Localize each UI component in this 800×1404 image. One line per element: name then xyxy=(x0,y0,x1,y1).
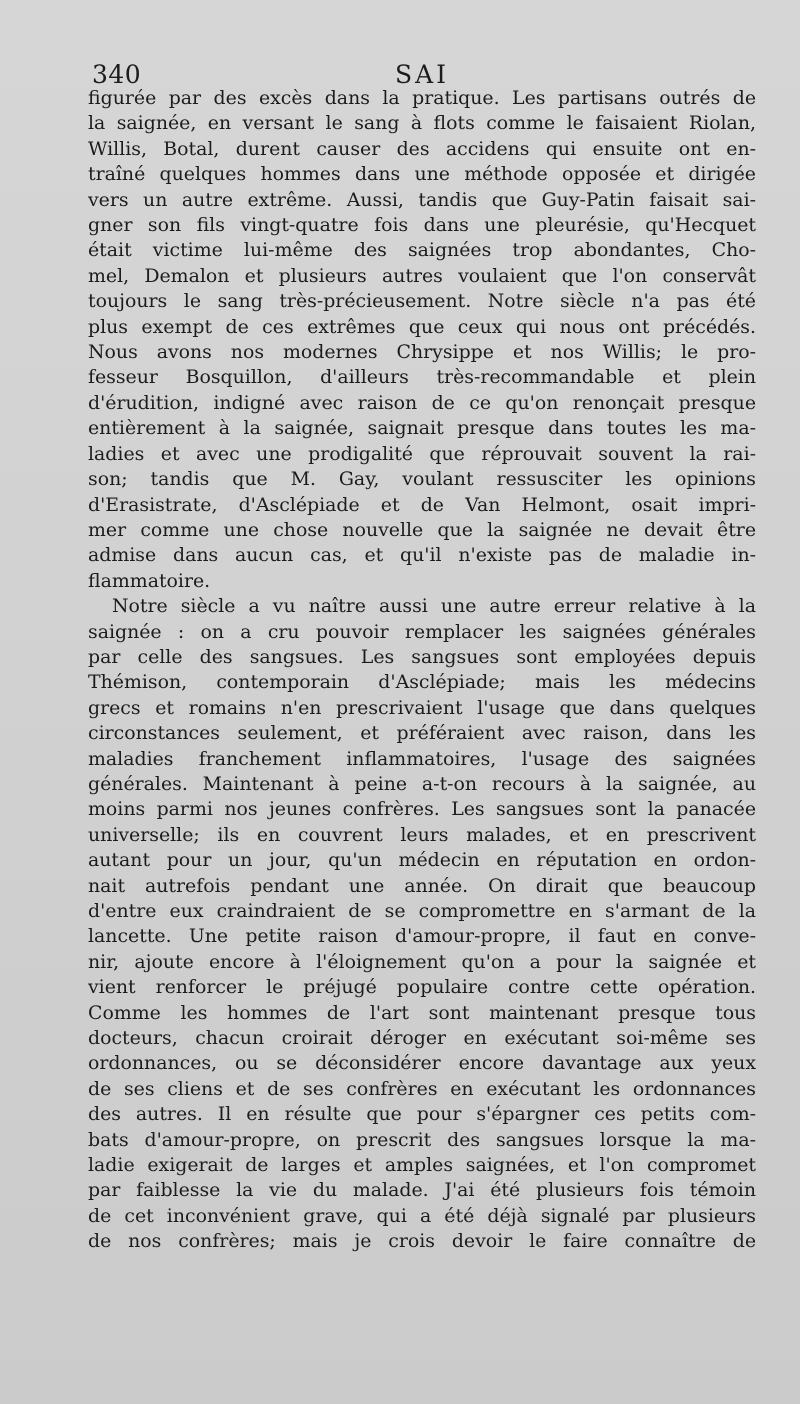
text-line: flammatoire. xyxy=(88,569,211,592)
text-line: par faiblesse la vie du malade. J'ai été plusieurs fois témoin xyxy=(88,1179,756,1202)
text-line: gner son fils vingt-quatre fois dans une pleurésie, qu'Hecquet xyxy=(88,214,756,237)
text-line: autant pour un jour, qu'un médecin en réputation en ordon- xyxy=(88,849,756,872)
text-line: lancette. Une petite raison d'amour-propre, il faut en conve- xyxy=(88,925,756,948)
text-line: nait autrefois pendant une année. On dirait que beaucoup xyxy=(88,874,756,897)
text-line: ordonnances, ou se déconsidérer encore davantage aux yeux xyxy=(88,1052,756,1075)
text-line: d'érudition, indigné avec raison de ce qu'on renonçait presque xyxy=(88,391,756,414)
text-line: d'Erasistrate, d'Asclépiade et de Van Helmont, osait impri- xyxy=(88,493,756,516)
text-line: saignée : on a cru pouvoir remplacer les saignées générales xyxy=(88,620,756,643)
text-line: ladie exigerait de larges et amples saignées, et l'on compromet xyxy=(88,1154,756,1177)
text-line: des autres. Il en résulte que pour s'épargner ces petits com- xyxy=(88,1103,756,1126)
text-line: fesseur Bosquillon, d'ailleurs très-recommandable et plein xyxy=(88,366,756,389)
text-line: grecs et romains n'en prescrivaient l'usage que dans quelques xyxy=(88,696,756,719)
text-line: générales. Maintenant à peine a-t-on recours à la saignée, au xyxy=(88,772,756,795)
text-line: Willis, Botal, durent causer des accidens qui ensuite ont en- xyxy=(88,137,756,160)
page-number: 340 xyxy=(92,60,142,89)
text-line: était victime lui-même des saignées trop abondantes, Cho- xyxy=(88,239,756,262)
text-line: vient renforcer le préjugé populaire contre cette opération. xyxy=(88,976,756,999)
text-line: Nous avons nos modernes Chrysippe et nos Willis; le pro- xyxy=(88,341,756,364)
body-text xyxy=(88,86,756,1255)
text-line: Notre siècle a vu naître aussi une autre erreur relative à la xyxy=(112,595,756,618)
text-line: universelle; ils en couvrent leurs malades, et en prescrivent xyxy=(88,823,756,846)
text-line: Thémison, contemporain d'Asclépiade; mais les médecins xyxy=(88,671,756,694)
text-line: la saignée, en versant le sang à flots comme le faisaient Riolan, xyxy=(88,112,756,135)
text-line: son; tandis que M. Gay, voulant ressusciter les opinions xyxy=(88,468,756,491)
text-line: de ses cliens et de ses confrères en exécutant les ordonnances xyxy=(88,1077,756,1100)
text-line: entièrement à la saignée, saignait presque dans toutes les ma- xyxy=(88,417,756,440)
text-line: mel, Demalon et plusieurs autres voulaient que l'on conservât xyxy=(88,264,756,287)
text-line: bats d'amour-propre, on prescrit des sangsues lorsque la ma- xyxy=(88,1128,756,1151)
text-line: de cet inconvénient grave, qui a été déjà signalé par plusieurs xyxy=(88,1204,756,1227)
text-line: par celle des sangsues. Les sangsues sont employées depuis xyxy=(88,645,756,668)
paragraph-2 xyxy=(88,594,756,1255)
text-line: toujours le sang très-précieusement. Notre siècle n'a pas été xyxy=(88,290,756,313)
text-line: nir, ajoute encore à l'éloignement qu'on a pour la saignée et xyxy=(88,950,756,973)
text-line: maladies franchement inflammatoires, l'usage des saignées xyxy=(88,747,756,770)
running-head: SAI xyxy=(394,60,450,89)
text-line: plus exempt de ces extrêmes que ceux qui nous ont précédés. xyxy=(88,315,756,338)
text-line: de nos confrères; mais je crois devoir le faire connaître de xyxy=(88,1230,756,1253)
paragraph-1 xyxy=(88,86,756,594)
text-line: docteurs, chacun croirait déroger en exécutant soi-même ses xyxy=(88,1027,756,1050)
text-line: d'entre eux craindraient de se compromettre en s'armant de la xyxy=(88,900,756,922)
text-line: admise dans aucun cas, et qu'il n'existe pas de maladie in- xyxy=(88,544,756,567)
text-line: ladies et avec une prodigalité que réprouvait souvent la rai- xyxy=(88,442,756,465)
text-line: Comme les hommes de l'art sont maintenant presque tous xyxy=(88,1001,756,1024)
text-line: figurée par des excès dans la pratique. Les partisans outrés de xyxy=(88,87,756,109)
text-line: traîné quelques hommes dans une méthode opposée et dirigée xyxy=(88,163,756,186)
text-line: vers un autre extrême. Aussi, tandis que Guy-Patin faisait sai- xyxy=(88,188,756,211)
text-line: circonstances seulement, et préféraient avec raison, dans les xyxy=(88,722,756,745)
text-line: moins parmi nos jeunes confrères. Les sangsues sont la panacée xyxy=(88,798,756,821)
text-line: mer comme une chose nouvelle que la saignée ne devait être xyxy=(88,518,756,541)
